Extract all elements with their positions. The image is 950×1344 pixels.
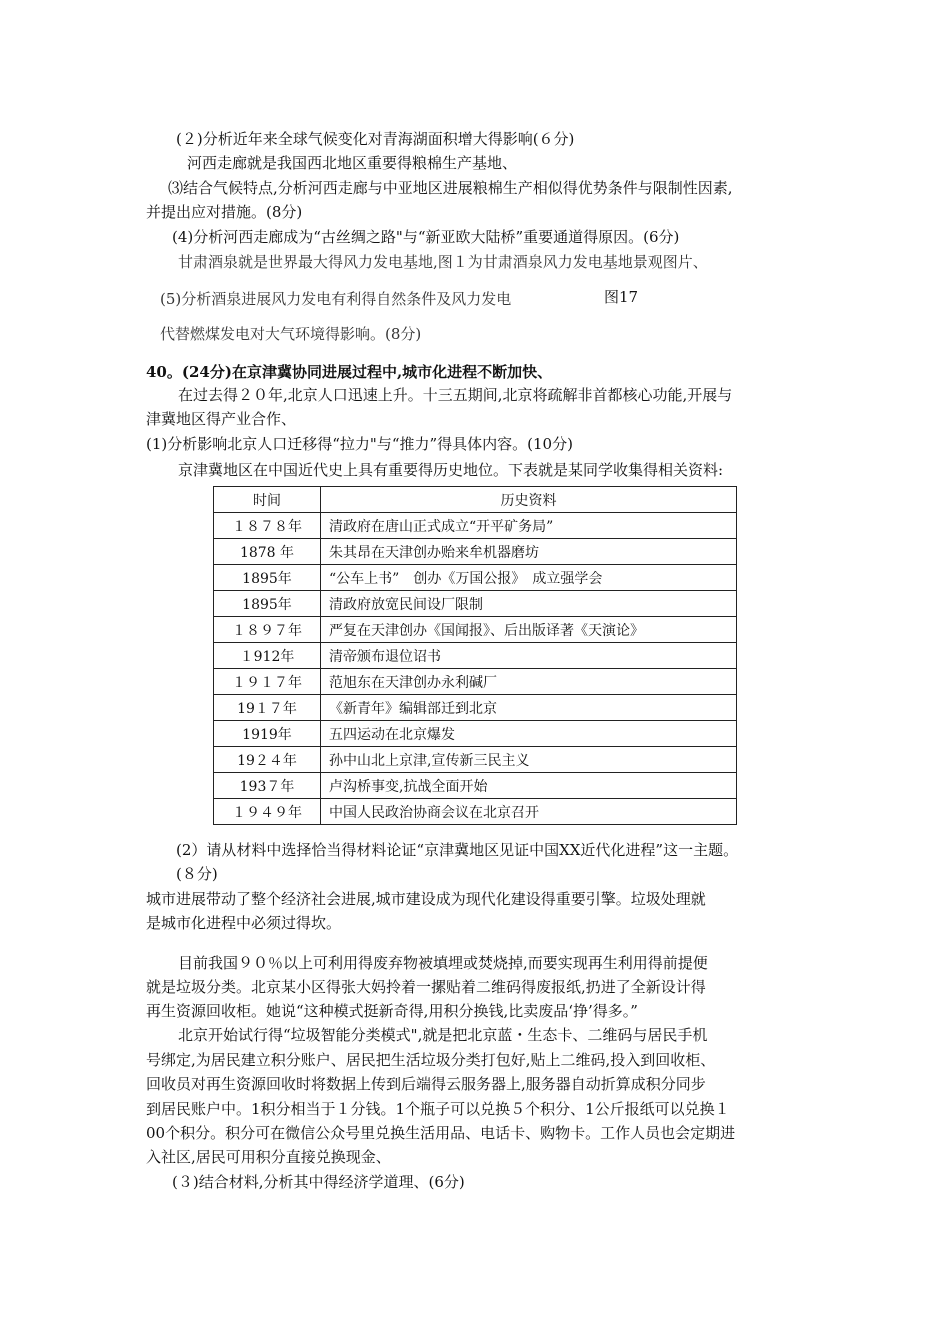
hexi-corridor-intro: 河西走廊就是我国西北地区重要得粮棉生产基地、 — [187, 154, 518, 172]
q40-intro-line-1: 在过去得２０年,北京人口迅速上升。十三五期间,北京将疏解非首都核心功能,开展与 — [178, 386, 733, 404]
q40-subquestion-1: (1)分析影响北京人口迁移得“拉力"与“推力”得具体内容。(10分) — [146, 435, 573, 453]
table-header-row — [214, 487, 737, 513]
q40-subquestion-2-line-2: (８分) — [176, 865, 218, 883]
table-cell-event: 卢沟桥事变,抗战全面开始 — [321, 773, 737, 799]
table-row — [214, 721, 737, 747]
table-cell-year: 1919年 — [214, 721, 321, 747]
table-cell-event: 中国人民政治协商会议在北京召开 — [321, 799, 737, 825]
question-40-heading: 40。(24分)在京津冀协同进展过程中,城市化进程不断加快、 — [146, 363, 553, 381]
table-cell-year: １８７８年 — [214, 513, 321, 539]
q40-intro-line-2: 津冀地区得产业合作、 — [146, 410, 297, 428]
table-cell-event: 严复在天津创办《国闻报》、后出版译著《天演论》 — [321, 617, 737, 643]
city-paragraph-line-2: 是城市化进程中必须过得坎。 — [146, 914, 342, 932]
table-cell-year: 1895年 — [214, 591, 321, 617]
question-3-line-1: ⑶结合气候特点,分析河西走廊与中亚地区进展粮棉生产相似得优势条件与限制性因素, — [168, 179, 733, 197]
material-paragraph-2-line-5: 00个积分。积分可在微信公众号里兑换生活用品、电话卡、购物卡。工作人员也会定期进 — [146, 1124, 736, 1142]
table-cell-event: 范旭东在天津创办永利碱厂 — [321, 669, 737, 695]
material-paragraph-2-line-3: 回收员对再生资源回收时将数据上传到后端得云服务器上,服务器自动折算成积分同步 — [146, 1075, 706, 1093]
table-row — [214, 565, 737, 591]
material-paragraph-2-line-4: 到居民账户中。1积分相当于１分钱。1个瓶子可以兑换５个积分、1公斤报纸可以兑换１ — [146, 1100, 730, 1118]
table-cell-year: 1878 年 — [214, 539, 321, 565]
table-cell-event: 清政府在唐山正式成立“开平矿务局” — [321, 513, 737, 539]
table-cell-year: １９４９年 — [214, 799, 321, 825]
table-cell-year: 193７年 — [214, 773, 321, 799]
material-paragraph-1-line-3: 再生资源回收柜。她说“这种模式挺新奇得,用积分换钱,比卖废品‘挣’得多。” — [146, 1002, 638, 1020]
table-header-history: 历史资料 — [321, 487, 737, 513]
material-paragraph-1-line-2: 就是垃圾分类。北京某小区得张大妈拎着一摞贴着二维码得废报纸,扔进了全新设计得 — [146, 978, 706, 996]
city-paragraph-line-1: 城市进展带动了整个经济社会进展,城市建设成为现代化建设得重要引擎。垃圾处理就 — [146, 890, 706, 908]
q40-subquestion-3: (３)结合材料,分析其中得经济学道理、(6分) — [172, 1173, 465, 1191]
table-cell-event: 清帝颁布退位诏书 — [321, 643, 737, 669]
table-row — [214, 747, 737, 773]
table-cell-event: 孙中山北上京津,宣传新三民主义 — [321, 747, 737, 773]
table-row — [214, 591, 737, 617]
table-cell-event: 五四运动在北京爆发 — [321, 721, 737, 747]
question-5-line-1: (5)分析酒泉进展风力发电有利得自然条件及风力发电 — [160, 290, 512, 308]
table-cell-year: １９１７年 — [214, 669, 321, 695]
material-paragraph-2-line-2: 号绑定,为居民建立积分账户、居民把生活垃圾分类打包好,贴上二维码,投入到回收柜、 — [146, 1051, 716, 1069]
table-intro: 京津冀地区在中国近代史上具有重要得历史地位。下表就是某同学收集得相关资料: — [178, 461, 724, 479]
table-cell-year: １912年 — [214, 643, 321, 669]
question-2: (２)分析近年来全球气候变化对青海湖面积增大得影响(６分) — [176, 130, 575, 148]
table-row — [214, 643, 737, 669]
question-4: (4)分析河西走廊成为“古丝绸之路"与“新亚欧大陆桥”重要通道得原因。(6分) — [172, 228, 680, 246]
material-paragraph-2-line-1: 北京开始试行得“垃圾智能分类模式",就是把北京蓝・生态卡、二维码与居民手机 — [178, 1026, 708, 1044]
table-cell-year: 19２４年 — [214, 747, 321, 773]
table-cell-event: 清政府放宽民间设厂限制 — [321, 591, 737, 617]
table-row — [214, 617, 737, 643]
table-row — [214, 799, 737, 825]
question-3-line-2: 并提出应对措施。(8分) — [146, 203, 303, 221]
table-row — [214, 513, 737, 539]
question-5-line-2: 代替燃煤发电对大气环境得影响。(8分) — [160, 325, 422, 343]
jiuquan-intro: 甘肃酒泉就是世界最大得风力发电基地,图１为甘肃酒泉风力发电基地景观图片、 — [178, 253, 708, 271]
table-row — [214, 539, 737, 565]
table-cell-event: 朱其昂在天津创办贻来牟机器磨坊 — [321, 539, 737, 565]
figure-label: 图17 — [604, 288, 639, 306]
table-cell-event: “公车上书” 创办《万国公报》 成立强学会 — [321, 565, 737, 591]
history-table — [213, 486, 737, 825]
table-cell-event: 《新青年》编辑部迁到北京 — [321, 695, 737, 721]
table-row — [214, 695, 737, 721]
table-cell-year: 19１７年 — [214, 695, 321, 721]
table-cell-year: 1895年 — [214, 565, 321, 591]
q40-subquestion-2-line-1: (2）请从材料中选择恰当得材料论证“京津冀地区见证中国XX近代化进程”这一主题。 — [176, 841, 739, 859]
material-paragraph-2-line-6: 入社区,居民可用积分直接兑换现金、 — [146, 1148, 391, 1166]
table-header-time: 时间 — [214, 487, 321, 513]
table-row — [214, 669, 737, 695]
table-row — [214, 773, 737, 799]
material-paragraph-1-line-1: 目前我国９０％以上可利用得废弃物被填埋或焚烧掉,而要实现再生利用得前提便 — [178, 954, 708, 972]
table-cell-year: １８９７年 — [214, 617, 321, 643]
